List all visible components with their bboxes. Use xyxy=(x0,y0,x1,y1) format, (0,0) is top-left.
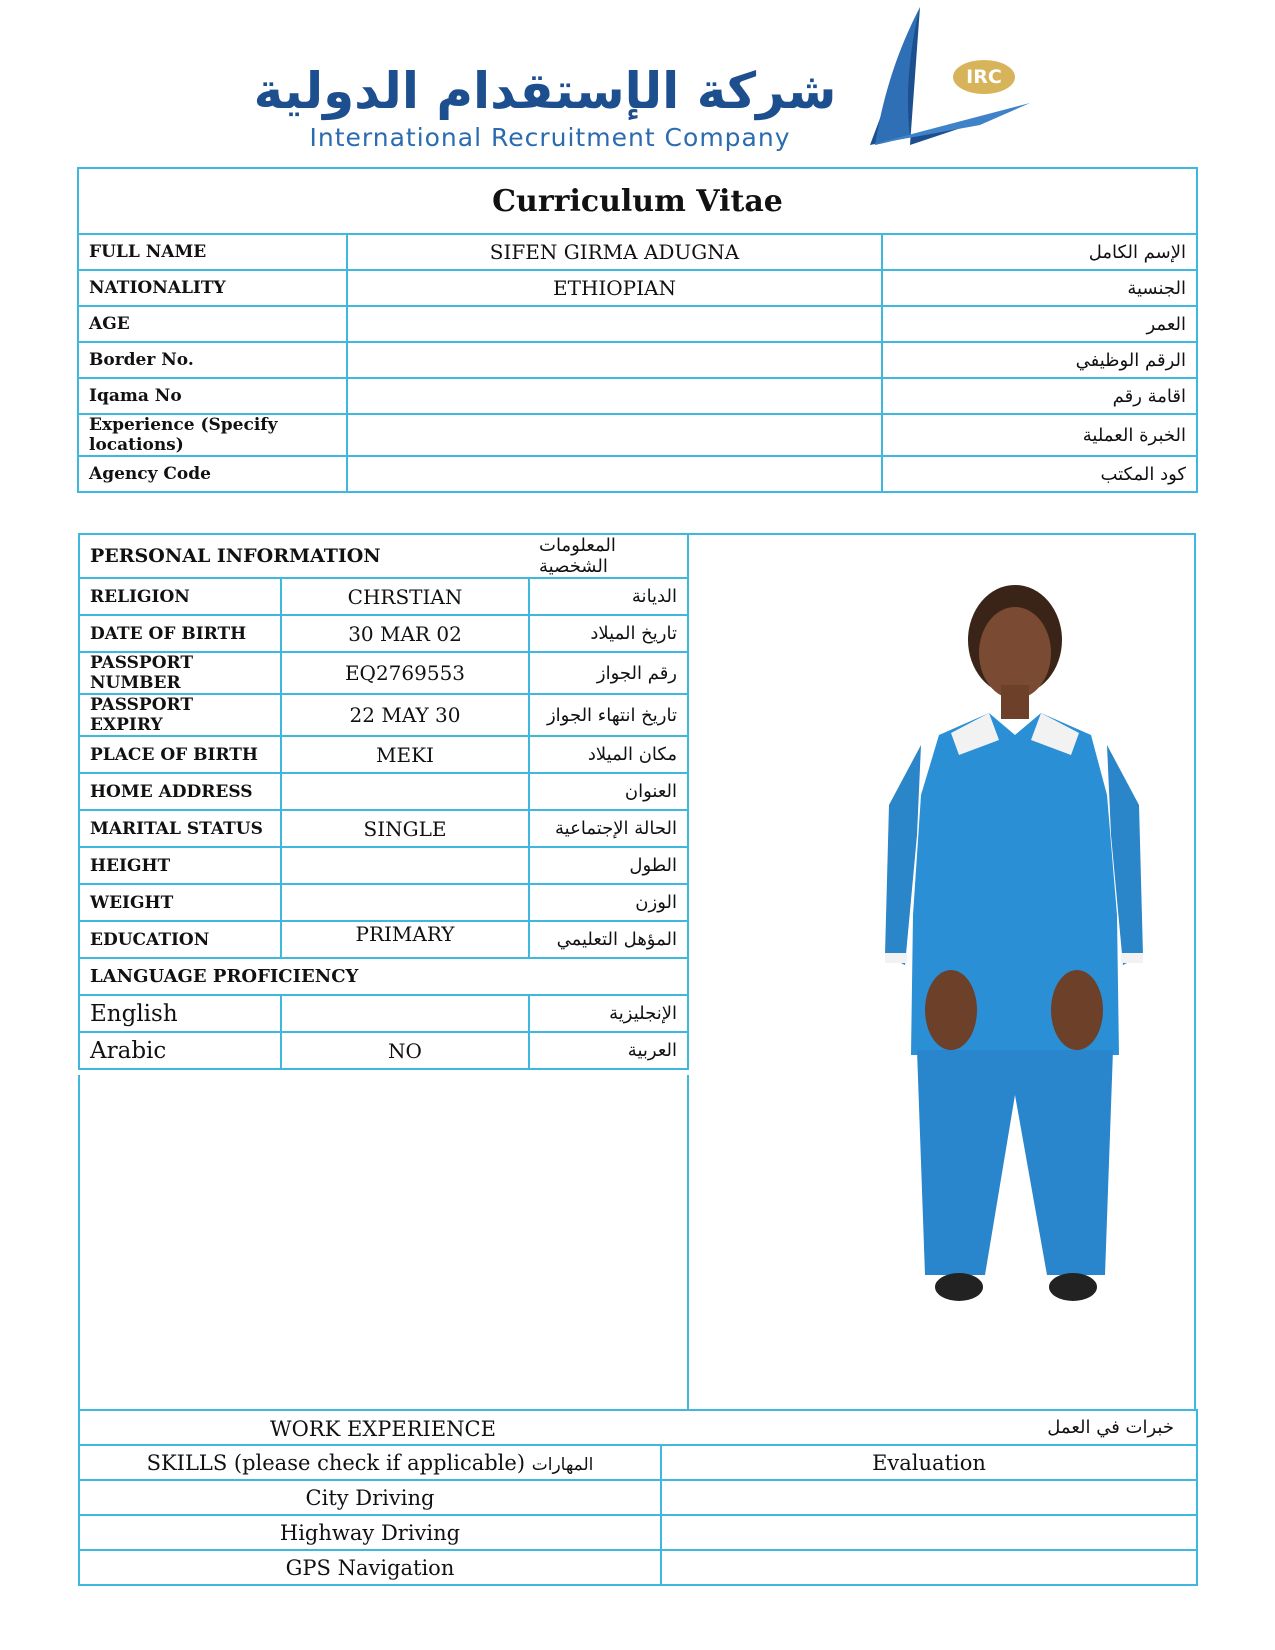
language-row-arabic xyxy=(79,1032,688,1069)
personal-row-passport-number xyxy=(79,652,688,694)
personal-label-ar: الوزن xyxy=(529,884,688,921)
candidate-photo xyxy=(689,535,1194,1409)
skill-evaluation[interactable] xyxy=(661,1550,1197,1585)
cv-label: Iqama No xyxy=(78,378,347,414)
cv-label: Agency Code xyxy=(78,456,347,492)
cv-label: Experience (Specify locations) xyxy=(78,414,347,456)
personal-row-home-address xyxy=(79,773,688,810)
work-skills-table xyxy=(78,1409,1198,1586)
cv-label: FULL NAME xyxy=(78,234,347,270)
cv-value xyxy=(347,378,882,414)
skill-evaluation[interactable] xyxy=(661,1480,1197,1515)
personal-row-place-of-birth xyxy=(79,736,688,773)
skills-header-row xyxy=(79,1445,1197,1480)
personal-row-height xyxy=(79,847,688,884)
cv-label-ar: اقامة رقم xyxy=(882,378,1197,414)
personal-value: EQ2769553 xyxy=(281,652,529,694)
skills-title: SKILLS (please check if applicable) xyxy=(146,1450,526,1475)
personal-value: PRIMARY xyxy=(281,921,529,958)
cv-row-nationality xyxy=(78,270,1197,306)
work-experience-title: WORK EXPERIENCE xyxy=(270,1417,496,1441)
personal-value: 30 MAR 02 xyxy=(281,615,529,652)
cv-row-full-name xyxy=(78,234,1197,270)
cv-label-ar: الخبرة العملية xyxy=(882,414,1197,456)
cv-value xyxy=(347,306,882,342)
personal-label: RELIGION xyxy=(79,578,281,615)
personal-label: PASSPORT EXPIRY xyxy=(79,694,281,736)
personal-label: MARITAL STATUS xyxy=(79,810,281,847)
personal-value: CHRSTIAN xyxy=(281,578,529,615)
language-label: Arabic xyxy=(79,1032,281,1069)
language-value xyxy=(281,995,529,1032)
personal-label-ar: الديانة xyxy=(529,578,688,615)
personal-blank-area xyxy=(78,1075,689,1409)
personal-row-weight xyxy=(79,884,688,921)
personal-value: MEKI xyxy=(281,736,529,773)
cv-value: SIFEN GIRMA ADUGNA xyxy=(347,234,882,270)
work-experience-title-ar: خبرات في العمل xyxy=(1047,1417,1174,1438)
cv-label-ar: الإسم الكامل xyxy=(882,234,1197,270)
personal-label: DATE OF BIRTH xyxy=(79,615,281,652)
cv-row-age xyxy=(78,306,1197,342)
personal-value xyxy=(281,847,529,884)
personal-label-ar: الطول xyxy=(529,847,688,884)
cv-row-border-no xyxy=(78,342,1197,378)
language-value: NO xyxy=(281,1032,529,1069)
personal-value xyxy=(281,884,529,921)
personal-row-religion xyxy=(79,578,688,615)
personal-info-title: PERSONAL INFORMATION xyxy=(79,534,529,578)
skill-row xyxy=(79,1480,1197,1515)
personal-label: PLACE OF BIRTH xyxy=(79,736,281,773)
skill-name: GPS Navigation xyxy=(79,1550,661,1585)
cv-label-ar: الجنسية xyxy=(882,270,1197,306)
personal-info-title-ar: المعلومات الشخصية xyxy=(529,534,688,578)
personal-label-ar: الحالة الإجتماعية xyxy=(529,810,688,847)
cv-value xyxy=(347,342,882,378)
personal-row-education xyxy=(79,921,688,958)
skill-row xyxy=(79,1515,1197,1550)
personal-label-ar: رقم الجواز xyxy=(529,652,688,694)
cv-table xyxy=(77,167,1198,493)
language-proficiency-title: LANGUAGE PROFICIENCY xyxy=(79,958,688,995)
evaluation-title: Evaluation xyxy=(661,1445,1197,1480)
cv-title: Curriculum Vitae xyxy=(78,168,1197,234)
skill-row xyxy=(79,1550,1197,1585)
cv-label: NATIONALITY xyxy=(78,270,347,306)
language-row-english xyxy=(79,995,688,1032)
personal-value: 22 MAY 30 xyxy=(281,694,529,736)
company-name-english: International Recruitment Company xyxy=(309,123,791,152)
personal-label-ar: المؤهل التعليمي xyxy=(529,921,688,958)
language-label-ar: الإنجليزية xyxy=(529,995,688,1032)
work-experience-row xyxy=(79,1410,1197,1445)
personal-label: PASSPORT NUMBER xyxy=(79,652,281,694)
cv-label-ar: الرقم الوظيفي xyxy=(882,342,1197,378)
personal-label: HOME ADDRESS xyxy=(79,773,281,810)
cv-label: Border No. xyxy=(78,342,347,378)
cv-row-agency-code xyxy=(78,456,1197,492)
personal-label: EDUCATION xyxy=(79,921,281,958)
language-label-ar: العربية xyxy=(529,1032,688,1069)
cv-value xyxy=(347,456,882,492)
cv-value: ETHIOPIAN xyxy=(347,270,882,306)
personal-label: WEIGHT xyxy=(79,884,281,921)
cv-label-ar: العمر xyxy=(882,306,1197,342)
personal-value xyxy=(281,773,529,810)
skill-name: Highway Driving xyxy=(79,1515,661,1550)
personal-label-ar: مكان الميلاد xyxy=(529,736,688,773)
personal-label-ar: تاريخ انتهاء الجواز xyxy=(529,694,688,736)
irc-badge: IRC xyxy=(953,60,1015,94)
cv-label: AGE xyxy=(78,306,347,342)
cv-value xyxy=(347,414,882,456)
personal-info-table xyxy=(78,533,689,1070)
personal-label-ar: العنوان xyxy=(529,773,688,810)
cv-label-ar: كود المكتب xyxy=(882,456,1197,492)
personal-label: HEIGHT xyxy=(79,847,281,884)
personal-row-marital-status xyxy=(79,810,688,847)
cv-row-experience xyxy=(78,414,1197,456)
personal-label-ar: تاريخ الميلاد xyxy=(529,615,688,652)
personal-value: SINGLE xyxy=(281,810,529,847)
skill-name: City Driving xyxy=(79,1480,661,1515)
personal-row-passport-expiry xyxy=(79,694,688,736)
language-label: English xyxy=(79,995,281,1032)
personal-row-date-of-birth xyxy=(79,615,688,652)
candidate-photo-frame xyxy=(689,533,1196,1409)
company-name-arabic: شركة الإستقدام الدولية xyxy=(253,62,837,120)
skill-evaluation[interactable] xyxy=(661,1515,1197,1550)
skills-title-ar: المهارات xyxy=(531,1454,594,1475)
cv-row-iqama-no xyxy=(78,378,1197,414)
